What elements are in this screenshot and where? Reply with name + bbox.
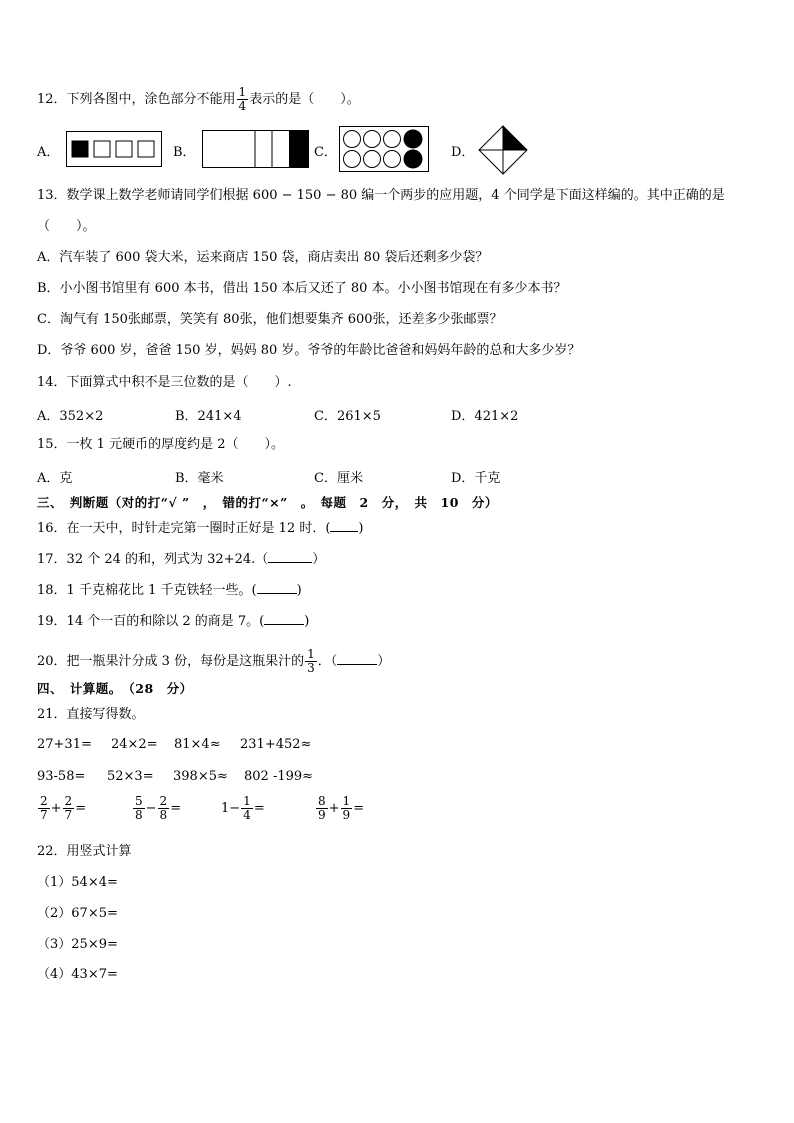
- calc-item: 27+31=: [37, 737, 92, 752]
- q15-option-d: D．千克: [451, 471, 501, 486]
- fraction-denominator: 4: [243, 808, 251, 822]
- operator: −: [145, 801, 157, 816]
- q19: [37, 612, 309, 631]
- q22-item-4: （4）43×7=: [37, 967, 118, 982]
- fraction: [237, 86, 249, 113]
- fraction: [341, 795, 353, 822]
- equals-sign: =: [170, 801, 182, 816]
- q17-close: ）: [312, 552, 326, 567]
- operator: +: [328, 801, 340, 816]
- fraction-denominator: 8: [159, 808, 168, 822]
- q20-text-tail: ．（: [317, 654, 338, 669]
- fraction-numerator: 1: [307, 647, 315, 661]
- fraction-numerator: 1: [342, 794, 351, 808]
- q13-option-d: D．爷爷 600 岁，爸爸 150 岁，妈妈 80 岁。爷爷的年龄比爸爸和妈妈年龄的总和大多少岁？: [37, 343, 581, 358]
- fraction-denominator: 7: [64, 808, 73, 822]
- q15-option-a: A．克: [37, 471, 73, 486]
- q15-option-b: B．毫米: [175, 471, 224, 486]
- q13-option-b: B．小小图书馆里有 600 本书，借出 150 本后又还了 80 本。小小图书馆现在有多少本书？: [37, 281, 567, 296]
- calc-item: 398×5≈: [173, 769, 228, 784]
- q12-figure-a: [66, 131, 162, 167]
- q12-option-a-label: A．: [37, 145, 60, 160]
- fraction-calc-1: [37, 795, 86, 822]
- q12-stem-tail: 表示的是（ ）。: [249, 92, 360, 107]
- q16-close: ): [358, 521, 364, 536]
- fraction-calc-3: [221, 795, 265, 822]
- equals-sign: =: [353, 801, 365, 816]
- q15-stem: 15．一枚 1 元硬币的厚度约是 2（ ）。: [37, 437, 284, 452]
- fraction-numerator: 2: [40, 794, 48, 808]
- q18-close: ): [296, 583, 302, 598]
- section-3-heading: 三、 判断题（对的打“√ ” ， 错的打“×” 。 每题 2 分， 共 10 分）: [37, 495, 498, 510]
- q22-item-2: （2）67×5=: [37, 906, 118, 921]
- answer-blank[interactable]: [268, 550, 312, 563]
- fraction: [133, 795, 145, 822]
- q22-item-1: （1）54×4=: [37, 875, 118, 890]
- fraction: [241, 795, 253, 822]
- answer-blank[interactable]: [337, 652, 377, 665]
- q15-option-c: C．厘米: [314, 471, 363, 486]
- fraction-denominator: 9: [318, 808, 326, 822]
- q22-stem: 22．用竖式计算: [37, 844, 132, 859]
- fraction: [38, 795, 50, 822]
- fraction: [305, 648, 317, 675]
- q12-stem: [37, 86, 360, 113]
- section-4-heading: 四、 计算题。 （28 分）: [37, 681, 193, 696]
- fraction-numerator: 5: [135, 794, 143, 808]
- operator: +: [50, 801, 62, 816]
- q13-option-c: C．淘气有 150张邮票，笑笑有 80张，他们想要集齐 600张，还差多少张邮票？: [37, 312, 503, 327]
- q19-text: 19．14 个一百的和除以 2 的商是 7。(: [37, 614, 265, 629]
- q16-text: 16．在一天中，时针走完第一圈时正好是 12 时．(: [37, 521, 331, 536]
- answer-blank[interactable]: [257, 581, 297, 594]
- q20: [37, 648, 390, 675]
- fraction-denominator: 7: [40, 808, 48, 822]
- q22-item-3: （3）25×9=: [37, 937, 118, 952]
- q12-figure-b: [202, 130, 310, 168]
- q20-text: 20．把一瓶果汁分成 3 份，每份是这瓶果汁的: [37, 654, 305, 669]
- fraction: [63, 795, 75, 822]
- q12-figure-c: [339, 126, 429, 172]
- fraction-denominator: 3: [307, 661, 315, 675]
- fraction: [158, 795, 170, 822]
- calc-item: 52×3=: [107, 769, 154, 784]
- q13-stem: 13．数学课上数学老师请同学们根据 600 − 150 − 80 编一个两步的应用题，4 个同学是下面这样编的。其中正确的是: [37, 188, 725, 203]
- q19-close: ): [304, 614, 310, 629]
- calc-item: 93-58=: [37, 769, 86, 784]
- fraction: [316, 795, 328, 822]
- q14-option-a: A．352×2: [37, 409, 104, 424]
- whole-number-minus: 1−: [221, 801, 241, 816]
- fraction-numerator: 1: [238, 85, 247, 99]
- equals-sign: =: [253, 801, 265, 816]
- q12-figure-d: [478, 125, 528, 175]
- fraction-numerator: 2: [159, 794, 168, 808]
- fraction-numerator: 1: [243, 794, 251, 808]
- fraction-denominator: 8: [135, 808, 143, 822]
- q14-option-b: B．241×4: [175, 409, 242, 424]
- fraction-calc-4: [315, 795, 364, 822]
- fraction-denominator: 4: [238, 99, 247, 113]
- equals-sign: =: [75, 801, 87, 816]
- answer-blank[interactable]: [264, 612, 304, 625]
- q14-option-c: C．261×5: [314, 409, 381, 424]
- q12-stem-text: 12．下列各图中，涂色部分不能用: [37, 92, 236, 107]
- fraction-numerator: 8: [318, 794, 326, 808]
- q20-close: ）: [377, 654, 391, 669]
- fraction-numerator: 2: [64, 794, 73, 808]
- fraction-calc-2: [132, 795, 181, 822]
- q12-option-b-label: B．: [173, 145, 196, 160]
- q21-stem: 21．直接写得数。: [37, 707, 145, 722]
- q14-stem: 14．下面算式中积不是三位数的是（ ）.: [37, 375, 292, 390]
- q18-text: 18．1 千克棉花比 1 千克铁轻一些。(: [37, 583, 257, 598]
- q17: [37, 550, 325, 569]
- calc-item: 802 -199≈: [244, 769, 314, 784]
- answer-blank[interactable]: [330, 519, 358, 532]
- q13-stem-continued: （ ）。: [37, 219, 96, 234]
- q18: [37, 581, 302, 600]
- q12-option-c-label: C．: [314, 145, 337, 160]
- calc-item: 231+452≈: [240, 737, 312, 752]
- calc-item: 81×4≈: [174, 737, 221, 752]
- q13-option-a: A．汽车装了 600 袋大米，运来商店 150 袋，商店卖出 80 袋后还剩多少袋？: [37, 250, 489, 265]
- q12-option-d-label: D．: [451, 145, 475, 160]
- calc-item: 24×2=: [111, 737, 158, 752]
- q17-text: 17．32 个 24 的和，列式为 32+24.（: [37, 552, 269, 567]
- q16: [37, 519, 364, 538]
- q14-option-d: D．421×2: [451, 409, 519, 424]
- fraction-denominator: 9: [342, 808, 351, 822]
